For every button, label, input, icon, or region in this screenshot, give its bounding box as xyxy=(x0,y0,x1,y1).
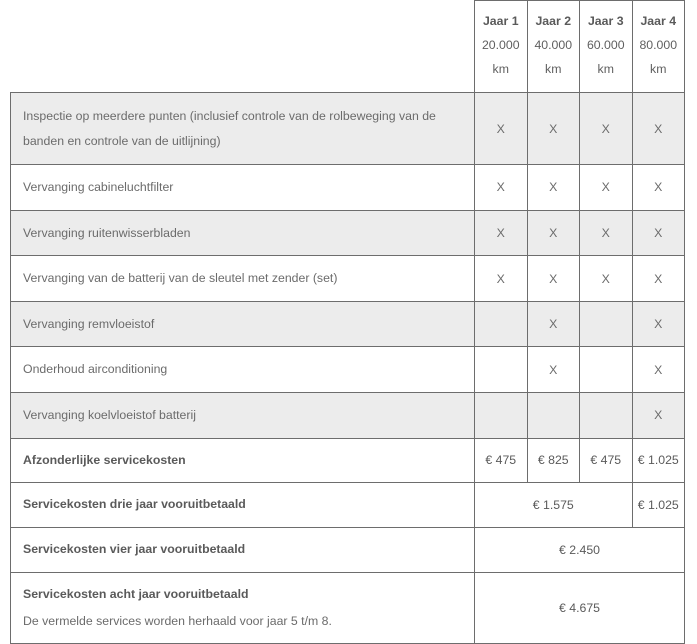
table-row xyxy=(11,256,685,302)
price-cell: € 825 xyxy=(527,438,580,483)
service-empty-cell xyxy=(527,393,580,439)
service-schedule-table xyxy=(10,0,685,644)
service-included-mark: X xyxy=(475,165,528,211)
price-cell: € 1.575 xyxy=(475,483,633,528)
header-corner-empty xyxy=(11,1,475,93)
table-row xyxy=(11,210,685,256)
service-included-mark: X xyxy=(580,210,633,256)
column-header-mileage: 20.000 xyxy=(481,37,520,52)
summary-description xyxy=(11,528,475,573)
table-header-row xyxy=(11,1,685,93)
service-description: Vervanging remvloeistof xyxy=(11,301,475,347)
service-included-mark: X xyxy=(527,256,580,302)
service-description: Onderhoud airconditioning xyxy=(11,347,475,393)
service-description: Vervanging koelvloeistof batterij xyxy=(11,393,475,439)
service-empty-cell xyxy=(580,347,633,393)
service-included-mark: X xyxy=(632,210,685,256)
price-cell: € 475 xyxy=(580,438,633,483)
service-included-mark: X xyxy=(527,347,580,393)
column-header-unit: km xyxy=(650,61,667,76)
column-header-label: Jaar 4 xyxy=(640,14,677,28)
column-header-unit: km xyxy=(492,61,509,76)
column-header-year-4 xyxy=(632,1,685,93)
service-included-mark: X xyxy=(475,92,528,164)
summary-description xyxy=(11,438,475,483)
service-included-mark: X xyxy=(475,210,528,256)
column-header-label: Jaar 2 xyxy=(535,14,572,28)
column-header-year-2 xyxy=(527,1,580,93)
column-header-label: Jaar 1 xyxy=(482,14,519,28)
service-included-mark: X xyxy=(632,256,685,302)
table-row xyxy=(11,393,685,439)
service-empty-cell xyxy=(580,301,633,347)
service-schedule-table-container xyxy=(10,0,684,644)
price-cell: € 475 xyxy=(475,438,528,483)
table-row xyxy=(11,165,685,211)
service-included-mark: X xyxy=(475,256,528,302)
summary-row xyxy=(11,572,685,643)
service-included-mark: X xyxy=(527,301,580,347)
price-cell: € 1.025 xyxy=(632,483,685,528)
service-included-mark: X xyxy=(527,210,580,256)
column-header-mileage: 80.000 xyxy=(639,37,678,52)
column-header-mileage: 40.000 xyxy=(534,37,573,52)
price-cell: € 1.025 xyxy=(632,438,685,483)
service-included-mark: X xyxy=(580,165,633,211)
column-header-year-1 xyxy=(475,1,528,93)
summary-row xyxy=(11,483,685,528)
table-row xyxy=(11,301,685,347)
service-included-mark: X xyxy=(527,92,580,164)
table-row xyxy=(11,347,685,393)
service-empty-cell xyxy=(475,301,528,347)
table-header xyxy=(11,1,685,93)
service-description: Vervanging van de batterij van de sleutel met zender (set) xyxy=(11,256,475,302)
service-included-mark: X xyxy=(632,165,685,211)
summary-title: Servicekosten acht jaar vooruitbetaald xyxy=(23,586,249,601)
summary-row xyxy=(11,528,685,573)
column-header-label: Jaar 3 xyxy=(587,14,624,28)
summary-title: Servicekosten drie jaar vooruitbetaald xyxy=(23,497,246,512)
table-body xyxy=(11,92,685,643)
summary-note: De vermelde services worden herhaald voor jaar 5 t/m 8. xyxy=(23,614,332,629)
service-empty-cell xyxy=(475,393,528,439)
service-included-mark: X xyxy=(580,256,633,302)
service-empty-cell xyxy=(580,393,633,439)
service-description: Inspectie op meerdere punten (inclusief controle van de rolbeweging van de banden en controle van de uitlijning) xyxy=(11,92,475,164)
service-included-mark: X xyxy=(632,393,685,439)
column-header-unit: km xyxy=(545,61,562,76)
summary-description xyxy=(11,572,475,643)
price-cell: € 4.675 xyxy=(475,572,685,643)
service-included-mark: X xyxy=(527,165,580,211)
price-cell: € 2.450 xyxy=(475,528,685,573)
service-included-mark: X xyxy=(632,347,685,393)
summary-description xyxy=(11,483,475,528)
summary-title: Afzonderlijke servicekosten xyxy=(23,452,186,467)
service-included-mark: X xyxy=(580,92,633,164)
summary-row xyxy=(11,438,685,483)
service-included-mark: X xyxy=(632,301,685,347)
service-included-mark: X xyxy=(632,92,685,164)
column-header-mileage: 60.000 xyxy=(586,37,625,52)
summary-title: Servicekosten vier jaar vooruitbetaald xyxy=(23,542,246,556)
service-empty-cell xyxy=(475,347,528,393)
service-description: Vervanging cabineluchtfilter xyxy=(11,165,475,211)
column-header-unit: km xyxy=(597,61,614,76)
service-description: Vervanging ruitenwisserbladen xyxy=(11,210,475,256)
column-header-year-3 xyxy=(580,1,633,93)
table-row xyxy=(11,92,685,164)
